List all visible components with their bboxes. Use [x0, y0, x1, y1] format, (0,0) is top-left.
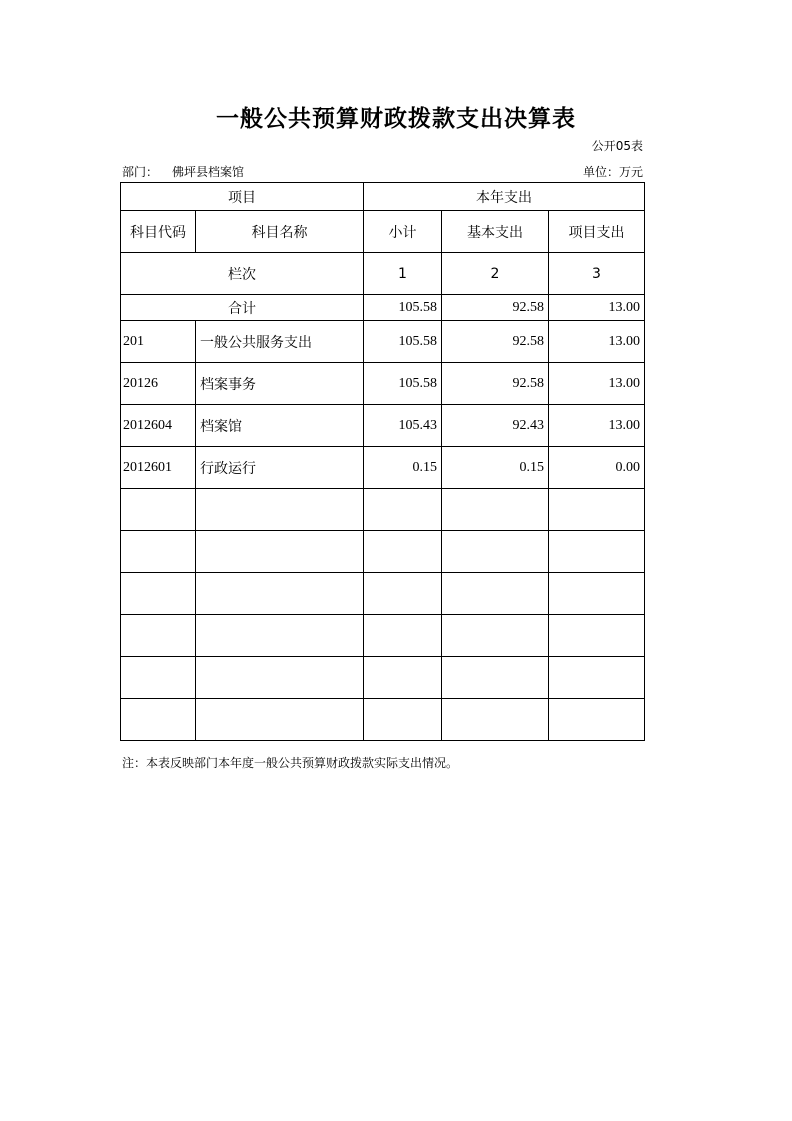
row-subtotal: 105.43 [364, 405, 442, 447]
department-label: 部门： [122, 165, 159, 179]
total-basic: 92.58 [442, 295, 549, 321]
row-name: 一般公共服务支出 [196, 321, 364, 363]
row-project: 13.00 [549, 321, 645, 363]
row-code: 201 [121, 321, 196, 363]
report-title: 一般公共预算财政拨款支出决算表 [216, 106, 576, 132]
unit-label: 单位：万元 [582, 165, 643, 179]
column-index-1: 1 [364, 253, 442, 295]
header-expense-group: 本年支出 [364, 183, 645, 211]
total-row [121, 295, 645, 321]
total-label: 合计 [121, 295, 364, 321]
table-row [121, 363, 645, 405]
expenditure-table [120, 182, 645, 741]
row-project: 0.00 [549, 447, 645, 489]
department-line [122, 163, 244, 180]
header-subtotal: 小计 [364, 211, 442, 253]
row-code: 2012601 [121, 447, 196, 489]
row-project: 13.00 [549, 405, 645, 447]
column-index-row [121, 253, 645, 295]
table-row [121, 447, 645, 489]
row-subtotal: 105.58 [364, 321, 442, 363]
empty-row [121, 531, 645, 573]
empty-row [121, 573, 645, 615]
row-basic: 92.58 [442, 363, 549, 405]
column-index-label: 栏次 [121, 253, 364, 295]
header-name: 科目名称 [196, 211, 364, 253]
column-index-3: 3 [549, 253, 645, 295]
row-basic: 0.15 [442, 447, 549, 489]
footnote: 注：本表反映部门本年度一般公共预算财政拨款实际支出情况。 [122, 756, 459, 770]
empty-row [121, 615, 645, 657]
row-code: 20126 [121, 363, 196, 405]
department-name: 佛坪县档案馆 [172, 165, 245, 179]
row-code: 2012604 [121, 405, 196, 447]
header-basic: 基本支出 [442, 211, 549, 253]
table-row [121, 405, 645, 447]
row-name: 档案事务 [196, 363, 364, 405]
empty-row [121, 699, 645, 741]
row-subtotal: 0.15 [364, 447, 442, 489]
form-number: 公开05表 [591, 139, 643, 153]
column-index-2: 2 [442, 253, 549, 295]
header-item-group: 项目 [121, 183, 364, 211]
row-subtotal: 105.58 [364, 363, 442, 405]
empty-row [121, 489, 645, 531]
header-code: 科目代码 [121, 211, 196, 253]
total-project: 13.00 [549, 295, 645, 321]
table-row [121, 321, 645, 363]
header-row-2 [121, 211, 645, 253]
row-name: 档案馆 [196, 405, 364, 447]
row-basic: 92.58 [442, 321, 549, 363]
row-project: 13.00 [549, 363, 645, 405]
empty-row [121, 657, 645, 699]
header-project: 项目支出 [549, 211, 645, 253]
row-name: 行政运行 [196, 447, 364, 489]
total-subtotal: 105.58 [364, 295, 442, 321]
header-row-1 [121, 183, 645, 211]
row-basic: 92.43 [442, 405, 549, 447]
